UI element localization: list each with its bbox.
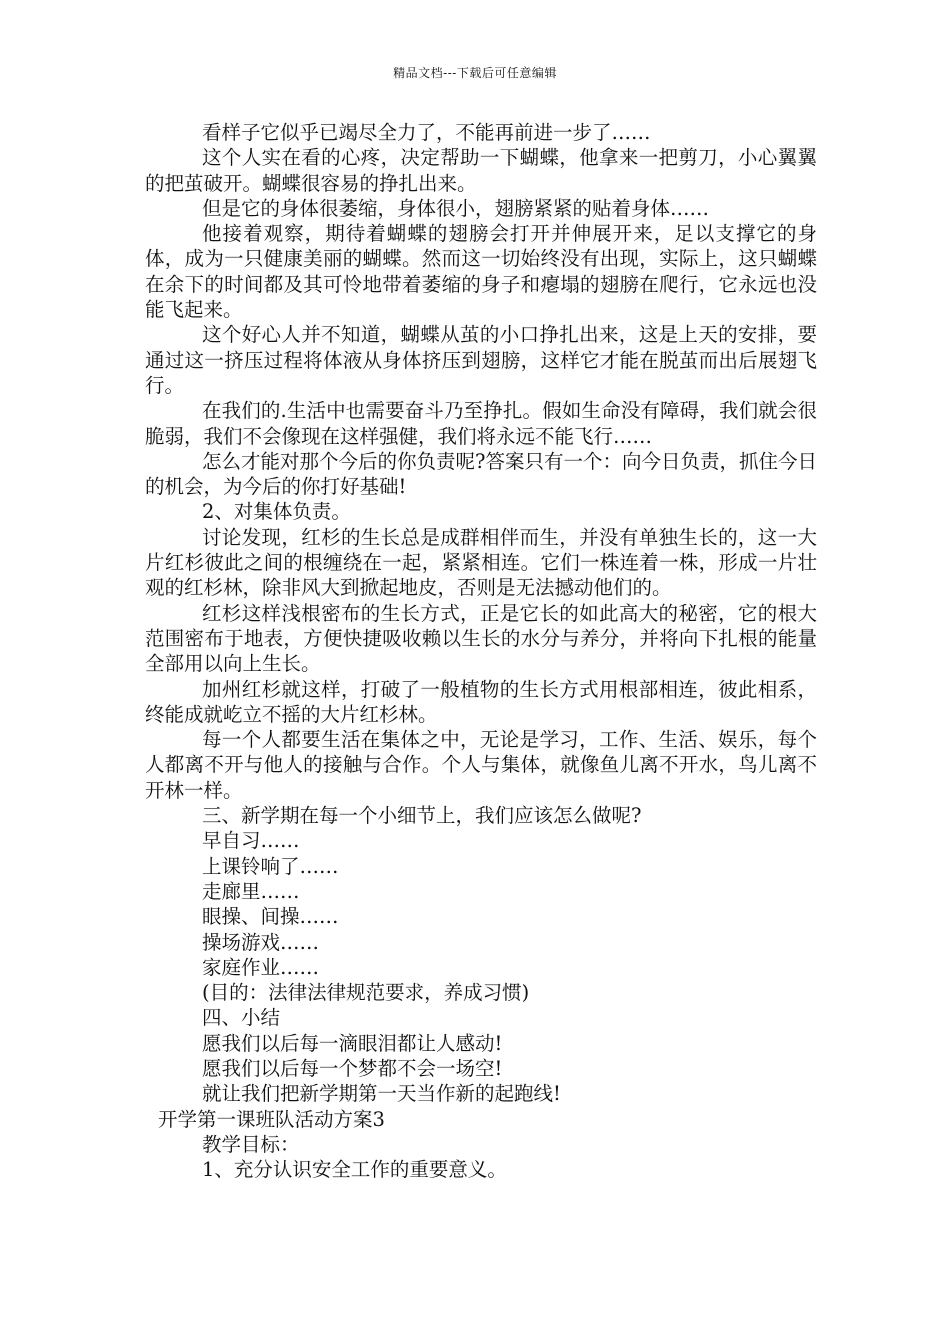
paragraph: 1、充分认识安全工作的重要意义。 — [202, 1158, 507, 1182]
paragraph: 讨论发现，红杉的生长总是成群相伴而生，并没有单独生长的，这一大片红杉彼此之间的根缠绕在一起，紧紧相连。它们一株连着一株，形成一片壮观的红杉林，除非风大到掀起地皮，否则是无法撼动他们的。 — [145, 525, 817, 600]
list-item: 眼操、间操…… — [202, 905, 339, 929]
list-item: 上课铃响了…… — [202, 854, 339, 878]
paragraph: 每一个人都要生活在集体之中，无论是学习，工作、生活、娱乐，每个人都离不开与他人的接触与合作。个人与集体，就像鱼儿离不开水，鸟儿离不开林一样。 — [145, 728, 817, 802]
list-item: 早自习…… — [202, 829, 300, 853]
paragraph: 这个人实在看的心疼，决定帮助一下蝴蝶，他拿来一把剪刀，小心翼翼的把茧破开。蝴蝶很容易的挣扎出来。 — [145, 146, 817, 195]
document-body — [145, 120, 817, 1182]
paragraph: 就让我们把新学期第一天当作新的起跑线! — [202, 1082, 561, 1106]
paragraph: 怎么才能对那个今后的你负责呢?答案只有一个：向今日负责，抓住今日的机会，为今后的你打好基础! — [145, 449, 817, 499]
paragraph: 在我们的.生活中也需要奋斗乃至挣扎。假如生命没有障碍，我们就会很脆弱，我们不会像现在这样强健，我们将永远不能飞行…… — [145, 399, 817, 448]
section-heading: 三、新学期在每一个小细节上，我们应该怎么做呢? — [202, 804, 642, 828]
paragraph: (目的：法律法律规范要求，养成习惯) — [202, 981, 530, 1005]
paragraph: 他接着观察，期待着蝴蝶的翅膀会打开并伸展开来，足以支撑它的身体，成为一只健康美丽的蝴蝶。然而这一切始终没有出现，实际上，这只蝴蝶在余下的时间都及其可怜地带着萎缩的身子和瘪塌的翅膀在爬行，它永远也没能飞起来。 — [145, 222, 817, 322]
page-header: 精品文档---下载后可任意编辑 — [393, 66, 557, 80]
paragraph: 看样子它似乎已竭尽全力了，不能再前进一步了…… — [202, 121, 651, 144]
document-title: 开学第一课班队活动方案3 — [158, 1107, 385, 1131]
list-item: 家庭作业…… — [202, 955, 320, 979]
paragraph: 但是它的身体很萎缩，身体很小，翅膀紧紧的贴着身体…… — [202, 196, 710, 220]
section-heading: 四、小结 — [202, 1006, 281, 1030]
section-heading: 教学目标： — [202, 1132, 300, 1156]
paragraph: 这个好心人并不知道，蝴蝶从茧的小口挣扎出来，这是上天的安排，要通过这一挤压过程将体液从身体挤压到翅膀，这样它才能在脱茧而出后展翅飞行。 — [145, 323, 817, 397]
paragraph: 加州红杉就这样，打破了一般植物的生长方式用根部相连，彼此相系，终能成就屹立不摇的大片红杉林。 — [145, 677, 817, 726]
list-item: 走廊里…… — [202, 879, 300, 903]
paragraph: 愿我们以后每一滴眼泪都让人感动! — [202, 1031, 503, 1055]
paragraph: 红杉这样浅根密布的生长方式，正是它长的如此高大的秘密，它的根大范围密布于地表，方便快捷吸收赖以生长的水分与养分，并将向下扎根的能量全部用以向上生长。 — [145, 601, 817, 676]
paragraph: 2、对集体负责。 — [202, 500, 351, 524]
paragraph: 愿我们以后每一个梦都不会一场空! — [202, 1056, 503, 1080]
list-item: 操场游戏…… — [202, 930, 320, 954]
